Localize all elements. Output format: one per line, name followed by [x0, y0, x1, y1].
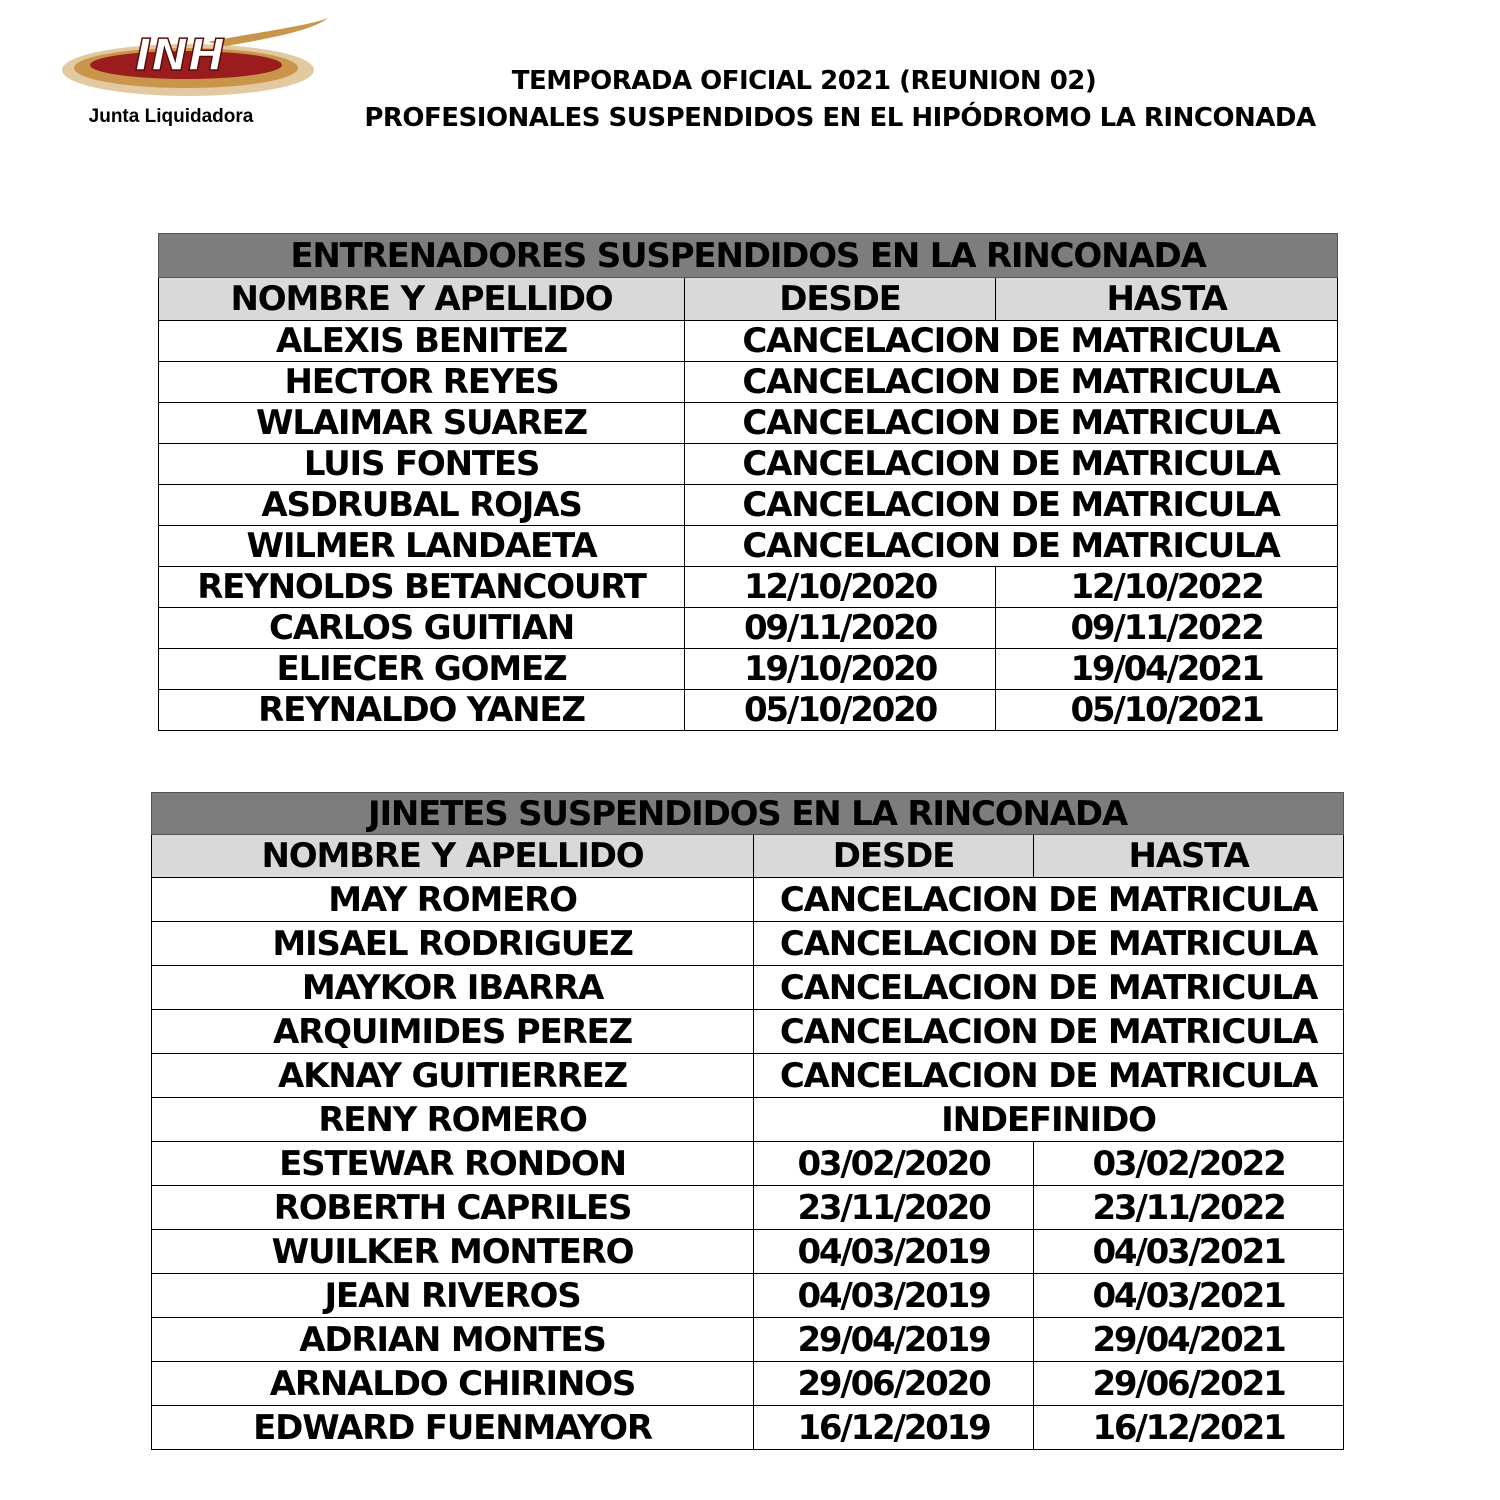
column-header: NOMBRE Y APELLIDO	[159, 278, 685, 321]
table-row	[152, 1186, 1344, 1230]
status-cell: CANCELACION DE MATRICULA	[754, 966, 1344, 1010]
from-date-cell: 29/04/2019	[754, 1318, 1034, 1362]
from-date-cell: 29/06/2020	[754, 1362, 1034, 1406]
column-header: NOMBRE Y APELLIDO	[152, 835, 754, 878]
table-row	[152, 1318, 1344, 1362]
to-date-cell: 05/10/2021	[996, 690, 1338, 731]
to-date-cell: 29/06/2021	[1034, 1362, 1344, 1406]
name-cell: AKNAY GUITIERREZ	[152, 1054, 754, 1098]
page-subtitle: PROFESIONALES SUSPENDIDOS EN EL HIPÓDROMO LA RINCONADA	[364, 103, 1316, 133]
from-date-cell: 05/10/2020	[685, 690, 996, 731]
from-date-cell: 23/11/2020	[754, 1186, 1034, 1230]
table-row	[152, 1230, 1344, 1274]
name-cell: JEAN RIVEROS	[152, 1274, 754, 1318]
name-cell: MAY ROMERO	[152, 878, 754, 922]
jockeys-table-title: JINETES SUSPENDIDOS EN LA RINCONADA	[152, 793, 1344, 835]
name-cell: ESTEWAR RONDON	[152, 1142, 754, 1186]
trainers-banner-row	[159, 234, 1338, 278]
table-row	[159, 690, 1338, 731]
table-row	[152, 878, 1344, 922]
table-row	[159, 362, 1338, 403]
from-date-cell: 12/10/2020	[685, 567, 996, 608]
status-cell: CANCELACION DE MATRICULA	[754, 878, 1344, 922]
table-row	[159, 567, 1338, 608]
name-cell: ALEXIS BENITEZ	[159, 321, 685, 362]
to-date-cell: 16/12/2021	[1034, 1406, 1344, 1450]
from-date-cell: 09/11/2020	[685, 608, 996, 649]
status-cell: CANCELACION DE MATRICULA	[685, 321, 1338, 362]
page-title: TEMPORADA OFICIAL 2021 (REUNION 02)	[511, 66, 1097, 96]
to-date-cell: 12/10/2022	[996, 567, 1338, 608]
status-cell: CANCELACION DE MATRICULA	[685, 526, 1338, 567]
from-date-cell: 04/03/2019	[754, 1274, 1034, 1318]
table-row	[159, 526, 1338, 567]
name-cell: ADRIAN MONTES	[152, 1318, 754, 1362]
from-date-cell: 16/12/2019	[754, 1406, 1034, 1450]
jockeys-column-header-row	[152, 835, 1344, 878]
status-cell: CANCELACION DE MATRICULA	[754, 1054, 1344, 1098]
table-row	[159, 485, 1338, 526]
to-date-cell: 04/03/2021	[1034, 1274, 1344, 1318]
to-date-cell: 04/03/2021	[1034, 1230, 1344, 1274]
column-header: DESDE	[685, 278, 996, 321]
table-row	[152, 1010, 1344, 1054]
to-date-cell: 29/04/2021	[1034, 1318, 1344, 1362]
table-row	[159, 444, 1338, 485]
name-cell: ELIECER GOMEZ	[159, 649, 685, 690]
table-row	[159, 649, 1338, 690]
jockeys-table-body	[152, 793, 1344, 1450]
trainers-table-body	[159, 234, 1338, 731]
table-row	[159, 403, 1338, 444]
to-date-cell: 23/11/2022	[1034, 1186, 1344, 1230]
table-row	[152, 1362, 1344, 1406]
to-date-cell: 03/02/2022	[1034, 1142, 1344, 1186]
name-cell: ROBERTH CAPRILES	[152, 1186, 754, 1230]
table-row	[152, 1406, 1344, 1450]
trainers-table-title: ENTRENADORES SUSPENDIDOS EN LA RINCONADA	[159, 234, 1338, 278]
name-cell: RENY ROMERO	[152, 1098, 754, 1142]
name-cell: ARNALDO CHIRINOS	[152, 1362, 754, 1406]
to-date-cell: 09/11/2022	[996, 608, 1338, 649]
status-cell: CANCELACION DE MATRICULA	[685, 485, 1338, 526]
status-cell: CANCELACION DE MATRICULA	[754, 922, 1344, 966]
name-cell: WILMER LANDAETA	[159, 526, 685, 567]
table-row	[159, 321, 1338, 362]
table-row	[159, 608, 1338, 649]
table-row	[152, 1098, 1344, 1142]
table-row	[152, 966, 1344, 1010]
column-header: HASTA	[1034, 835, 1344, 878]
org-name: Junta Liquidadora	[88, 106, 254, 127]
name-cell: MAYKOR IBARRA	[152, 966, 754, 1010]
column-header: DESDE	[754, 835, 1034, 878]
name-cell: REYNALDO YANEZ	[159, 690, 685, 731]
status-cell: CANCELACION DE MATRICULA	[754, 1010, 1344, 1054]
name-cell: CARLOS GUITIAN	[159, 608, 685, 649]
table-row	[152, 1054, 1344, 1098]
name-cell: REYNOLDS BETANCOURT	[159, 567, 685, 608]
table-row	[152, 922, 1344, 966]
trainers-table	[158, 233, 1338, 731]
name-cell: LUIS FONTES	[159, 444, 685, 485]
name-cell: HECTOR REYES	[159, 362, 685, 403]
name-cell: WUILKER MONTERO	[152, 1230, 754, 1274]
name-cell: EDWARD FUENMAYOR	[152, 1406, 754, 1450]
status-cell: CANCELACION DE MATRICULA	[685, 444, 1338, 485]
from-date-cell: 04/03/2019	[754, 1230, 1034, 1274]
status-cell: INDEFINIDO	[754, 1098, 1344, 1142]
name-cell: MISAEL RODRIGUEZ	[152, 922, 754, 966]
from-date-cell: 03/02/2020	[754, 1142, 1034, 1186]
to-date-cell: 19/04/2021	[996, 649, 1338, 690]
logo-lettering: INH	[134, 30, 226, 81]
column-header: HASTA	[996, 278, 1338, 321]
from-date-cell: 19/10/2020	[685, 649, 996, 690]
status-cell: CANCELACION DE MATRICULA	[685, 403, 1338, 444]
status-cell: CANCELACION DE MATRICULA	[685, 362, 1338, 403]
table-row	[152, 1142, 1344, 1186]
jockeys-banner-row	[152, 793, 1344, 835]
name-cell: ARQUIMIDES PEREZ	[152, 1010, 754, 1054]
name-cell: ASDRUBAL ROJAS	[159, 485, 685, 526]
name-cell: WLAIMAR SUAREZ	[159, 403, 685, 444]
table-row	[152, 1274, 1344, 1318]
trainers-column-header-row	[159, 278, 1338, 321]
jockeys-table	[151, 792, 1344, 1450]
